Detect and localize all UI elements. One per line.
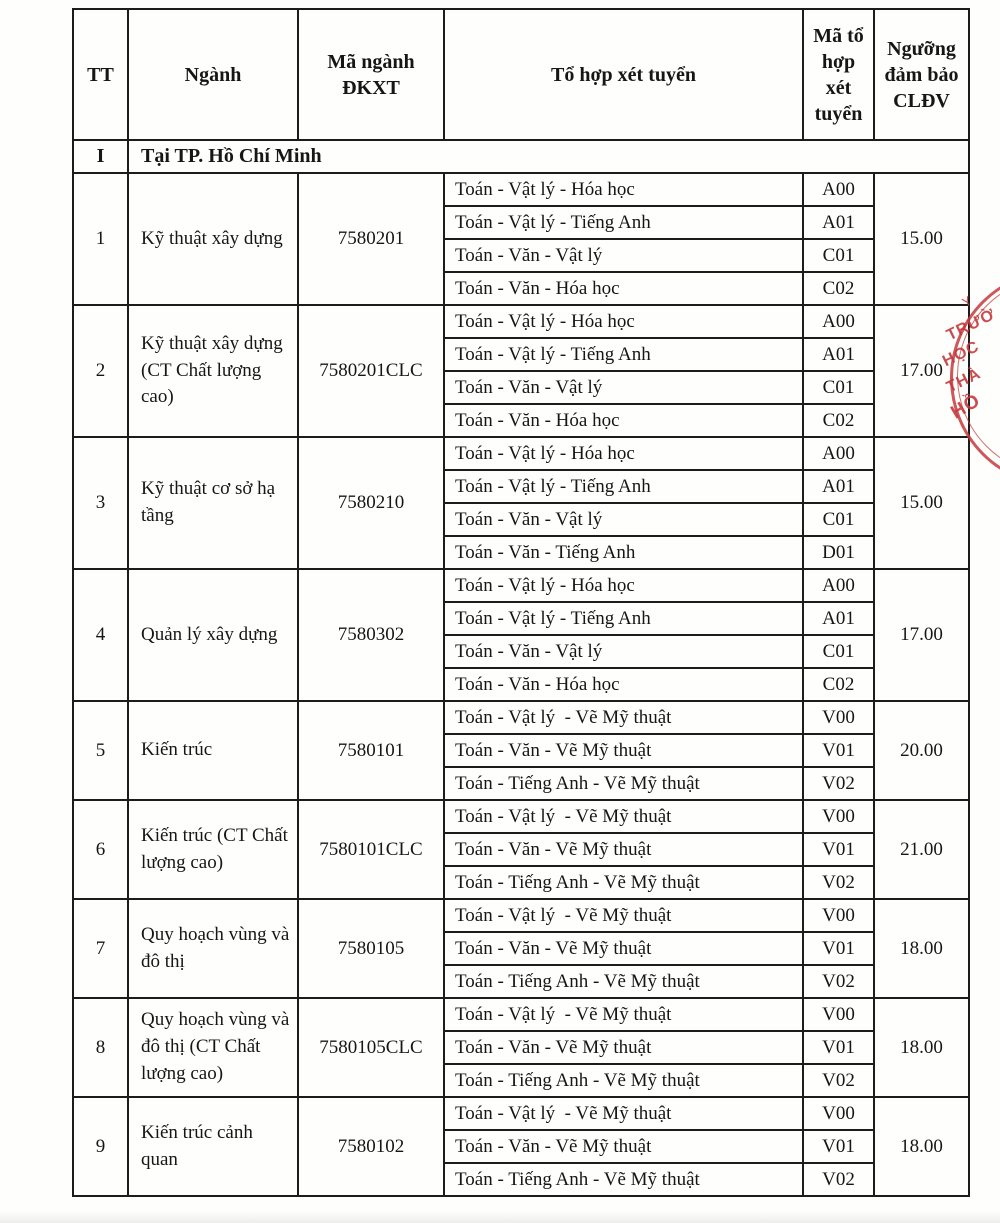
- combo-name: Toán - Văn - Hóa học: [444, 668, 803, 701]
- combo-code: V00: [803, 998, 874, 1031]
- col-header-nguong: Ngưỡng đảm bảo CLĐV: [874, 9, 969, 140]
- combo-code: C01: [803, 371, 874, 404]
- combo-code: C02: [803, 404, 874, 437]
- combo-name: Toán - Vật lý - Vẽ Mỹ thuật: [444, 800, 803, 833]
- major-name: Kiến trúc: [128, 701, 298, 800]
- combo-name: Toán - Văn - Vẽ Mỹ thuật: [444, 1031, 803, 1064]
- major-code: 7580102: [298, 1097, 444, 1196]
- major-index: 9: [73, 1097, 128, 1196]
- major-subrow: [73, 998, 969, 1031]
- stamp-text-fragment: THÀ: [944, 365, 984, 397]
- major-index: 6: [73, 800, 128, 899]
- major-subrow: [73, 899, 969, 932]
- major-name: Kỹ thuật xây dựng: [128, 173, 298, 305]
- table-header-row: [73, 9, 969, 140]
- major-index: 4: [73, 569, 128, 701]
- major-name: Kỹ thuật xây dựng (CT Chất lượng cao): [128, 305, 298, 437]
- col-header-nganh: Ngành: [128, 9, 298, 140]
- major-index: 2: [73, 305, 128, 437]
- combo-name: Toán - Văn - Vẽ Mỹ thuật: [444, 1130, 803, 1163]
- combo-name: Toán - Tiếng Anh - Vẽ Mỹ thuật: [444, 1163, 803, 1196]
- major-subrow: [73, 701, 969, 734]
- major-code: 7580101CLC: [298, 800, 444, 899]
- col-header-tt: TT: [73, 9, 128, 140]
- combo-code: V02: [803, 1163, 874, 1196]
- combo-code: V02: [803, 866, 874, 899]
- combo-code: C02: [803, 668, 874, 701]
- section-title: Tại TP. Hồ Chí Minh: [128, 140, 969, 173]
- threshold: 17.00: [874, 305, 969, 437]
- combo-code: A01: [803, 470, 874, 503]
- combo-name: Toán - Vật lý - Hóa học: [444, 569, 803, 602]
- threshold: 18.00: [874, 998, 969, 1097]
- combo-code: V00: [803, 1097, 874, 1130]
- combo-code: V02: [803, 965, 874, 998]
- stamp-text-fragment: HỌC: [940, 338, 983, 371]
- threshold: 21.00: [874, 800, 969, 899]
- combo-name: Toán - Văn - Vật lý: [444, 503, 803, 536]
- combo-name: Toán - Vật lý - Hóa học: [444, 173, 803, 206]
- col-header-ma-to-hop: Mã tổ hợp xét tuyển: [803, 9, 874, 140]
- threshold: 20.00: [874, 701, 969, 800]
- section-row: [73, 140, 969, 173]
- major-code: 7580105CLC: [298, 998, 444, 1097]
- combo-name: Toán - Văn - Vật lý: [444, 635, 803, 668]
- combo-code: V00: [803, 899, 874, 932]
- combo-name: Toán - Vật lý - Tiếng Anh: [444, 602, 803, 635]
- major-code: 7580302: [298, 569, 444, 701]
- combo-code: A00: [803, 437, 874, 470]
- combo-name: Toán - Vật lý - Hóa học: [444, 305, 803, 338]
- col-header-ma-nganh: Mã ngành ĐKXT: [298, 9, 444, 140]
- combo-name: Toán - Văn - Vẽ Mỹ thuật: [444, 734, 803, 767]
- combo-name: Toán - Vật lý - Tiếng Anh: [444, 206, 803, 239]
- combo-name: Toán - Văn - Vẽ Mỹ thuật: [444, 833, 803, 866]
- major-name: Kiến trúc (CT Chất lượng cao): [128, 800, 298, 899]
- stamp-text-fragment: TRƯỜ: [944, 306, 999, 345]
- major-code: 7580201: [298, 173, 444, 305]
- admissions-table: [72, 8, 970, 1197]
- combo-name: Toán - Văn - Vẽ Mỹ thuật: [444, 932, 803, 965]
- combo-code: V00: [803, 800, 874, 833]
- combo-name: Toán - Vật lý - Tiếng Anh: [444, 470, 803, 503]
- major-subrow: [73, 800, 969, 833]
- major-code: 7580101: [298, 701, 444, 800]
- combo-name: Toán - Vật lý - Vẽ Mỹ thuật: [444, 899, 803, 932]
- combo-name: Toán - Vật lý - Vẽ Mỹ thuật: [444, 701, 803, 734]
- combo-name: Toán - Tiếng Anh - Vẽ Mỹ thuật: [444, 767, 803, 800]
- combo-code: A00: [803, 305, 874, 338]
- stamp-text-fragment: HỒ: [947, 389, 985, 424]
- section-index: I: [73, 140, 128, 173]
- combo-code: A00: [803, 173, 874, 206]
- combo-name: Toán - Tiếng Anh - Vẽ Mỹ thuật: [444, 866, 803, 899]
- threshold: 18.00: [874, 899, 969, 998]
- combo-code: V01: [803, 1031, 874, 1064]
- combo-name: Toán - Vật lý - Hóa học: [444, 437, 803, 470]
- stamp-text-fragment: Y: [959, 292, 976, 311]
- major-name: Quy hoạch vùng và đô thị (CT Chất lượng cao): [128, 998, 298, 1097]
- combo-name: Toán - Văn - Vật lý: [444, 239, 803, 272]
- combo-name: Toán - Vật lý - Tiếng Anh: [444, 338, 803, 371]
- major-subrow: [73, 569, 969, 602]
- major-index: 8: [73, 998, 128, 1097]
- major-code: 7580210: [298, 437, 444, 569]
- combo-code: V01: [803, 734, 874, 767]
- scan-shadow: [0, 1211, 1000, 1223]
- combo-code: A01: [803, 206, 874, 239]
- major-subrow: [73, 437, 969, 470]
- col-header-to-hop: Tổ hợp xét tuyển: [444, 9, 803, 140]
- major-name: Quản lý xây dựng: [128, 569, 298, 701]
- major-index: 3: [73, 437, 128, 569]
- combo-code: V01: [803, 1130, 874, 1163]
- major-index: 7: [73, 899, 128, 998]
- threshold: 17.00: [874, 569, 969, 701]
- combo-code: A01: [803, 338, 874, 371]
- combo-name: Toán - Văn - Vật lý: [444, 371, 803, 404]
- combo-name: Toán - Văn - Hóa học: [444, 404, 803, 437]
- threshold: 15.00: [874, 173, 969, 305]
- combo-code: V01: [803, 932, 874, 965]
- major-subrow: [73, 1097, 969, 1130]
- threshold: 15.00: [874, 437, 969, 569]
- combo-code: C01: [803, 239, 874, 272]
- major-name: Kiến trúc cảnh quan: [128, 1097, 298, 1196]
- major-code: 7580201CLC: [298, 305, 444, 437]
- major-name: Quy hoạch vùng và đô thị: [128, 899, 298, 998]
- combo-code: A01: [803, 602, 874, 635]
- major-subrow: [73, 305, 969, 338]
- major-name: Kỹ thuật cơ sở hạ tầng: [128, 437, 298, 569]
- combo-code: V02: [803, 767, 874, 800]
- major-index: 1: [73, 173, 128, 305]
- combo-name: Toán - Vật lý - Vẽ Mỹ thuật: [444, 1097, 803, 1130]
- combo-code: V00: [803, 701, 874, 734]
- combo-name: Toán - Tiếng Anh - Vẽ Mỹ thuật: [444, 965, 803, 998]
- combo-name: Toán - Tiếng Anh - Vẽ Mỹ thuật: [444, 1064, 803, 1097]
- combo-code: A00: [803, 569, 874, 602]
- combo-name: Toán - Văn - Hóa học: [444, 272, 803, 305]
- combo-code: V02: [803, 1064, 874, 1097]
- combo-name: Toán - Văn - Tiếng Anh: [444, 536, 803, 569]
- combo-code: V01: [803, 833, 874, 866]
- combo-code: C01: [803, 635, 874, 668]
- combo-code: C01: [803, 503, 874, 536]
- major-code: 7580105: [298, 899, 444, 998]
- combo-code: C02: [803, 272, 874, 305]
- threshold: 18.00: [874, 1097, 969, 1196]
- combo-code: D01: [803, 536, 874, 569]
- major-subrow: [73, 173, 969, 206]
- major-index: 5: [73, 701, 128, 800]
- combo-name: Toán - Vật lý - Vẽ Mỹ thuật: [444, 998, 803, 1031]
